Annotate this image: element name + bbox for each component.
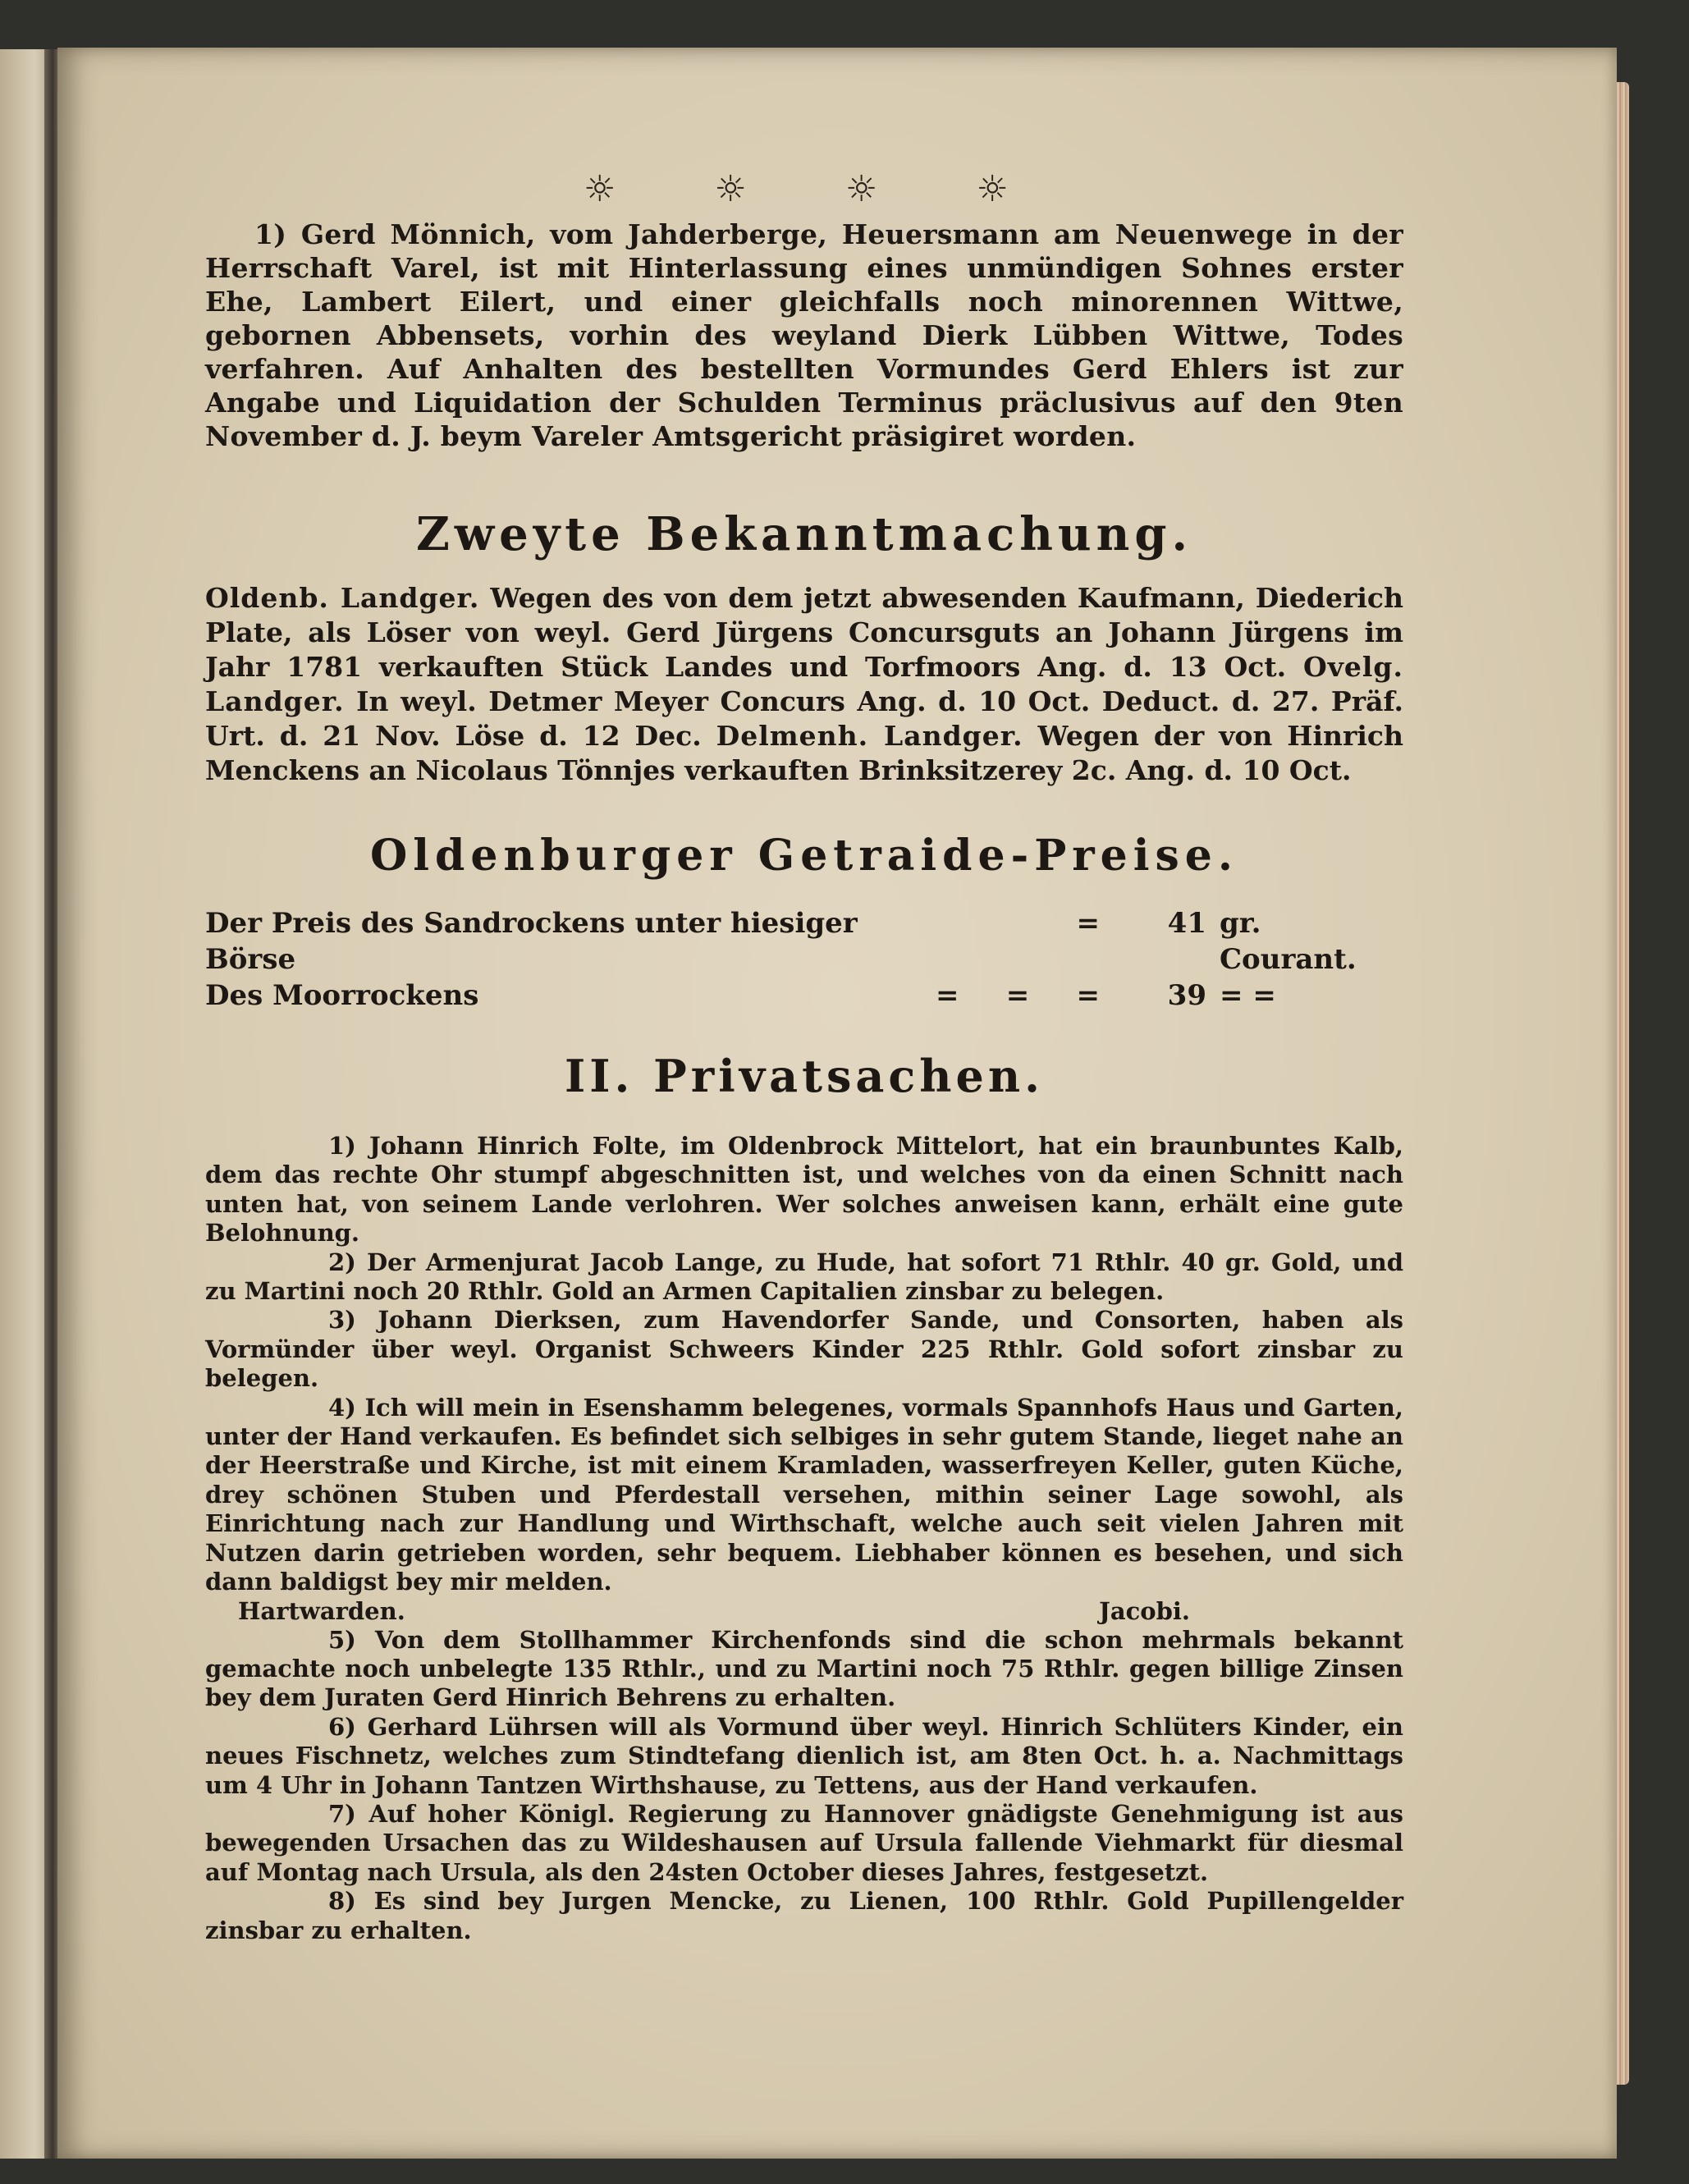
sun-ornament-icon: ☼ <box>714 168 747 210</box>
price-unit: gr. Courant. <box>1220 907 1357 976</box>
ornament-row <box>189 168 1403 209</box>
court-text: Wegen des von dem jetzt abwesenden Kaufmann, Diederich Plate, als Löser von weyl. Gerd Jürgens Concursguts an Johann Jürgens im Jahr 1781 verkauften Stück Landes und Torfmoors Ang. d. 13 Oct. <box>205 582 1403 683</box>
list-item: 7) Auf hoher Königl. Regierung zu Hannover gnädigste Genehmigung ist aus bewegenden Ursachen das zu Wildeshausen auf Ursula fallende Viehmarkt für diesmal auf Montag nach Ursula, als den 24sten October dieses Jahres, festgesetzt. <box>205 1799 1403 1886</box>
sun-ornament-icon: ☼ <box>976 168 1009 210</box>
price-unit: = = <box>1220 979 1276 1012</box>
price-row <box>205 905 1403 978</box>
list-item: 2) Der Armenjurat Jacob Lange, zu Hude, hat sofort 71 Rthlr. 40 gr. Gold, und zu Martini noch 20 Rthlr. Gold an Armen Capitalien zinsbar zu belegen. <box>205 1248 1403 1306</box>
court-label: Ovelg. Landger. <box>205 651 1403 717</box>
price-label: Der Preis des Sandrockens unter hiesiger Börse <box>205 907 858 976</box>
signature-name: Jacobi. <box>1099 1596 1190 1625</box>
second-notice-text <box>205 581 1403 788</box>
sun-ornament-icon: ☼ <box>845 168 878 210</box>
section-heading-second-notice: Zweyte Bekanntmachung. <box>415 507 1193 561</box>
notice-paragraph: 1) Gerd Mönnich, vom Jahderberge, Heuersmann am Neuenwege in der Herrschaft Varel, ist mit Hinterlassung eines unmündigen Sohnes erster Ehe, Lambert Eilert, und einer gleichfalls noch minorennen Wittwe, gebornen Abbensets, vorhin des weyland Dierk Lübben Wittwe, Todes verfahren. Auf Anhalten des bestellten Vormundes Gerd Ehlers ist zur Angabe und Liquidation der Schulden Terminus präclusivus auf den 9ten November d. J. beym Vareler Amtsgericht präsigiret worden. <box>205 218 1403 452</box>
court-text: In weyl. Detmer Meyer Concurs Ang. d. 10 Oct. Deduct. d. 27. Präf. Urt. d. 21 Nov. Löse d. 12 Dec. <box>205 685 1403 752</box>
page-content <box>205 168 1403 1945</box>
private-notices <box>205 1132 1403 1945</box>
list-item: 5) Von dem Stollhammer Kirchenfonds sind die schon mehrmals bekannt gemachte noch unbelegte 135 Rthlr., und zu Martini noch 75 Rthlr. gegen billige Zinsen bey dem Juraten Gerd Hinrich Behrens zu erhalten. <box>205 1625 1403 1712</box>
court-label: Oldenb. Landger. <box>205 582 480 614</box>
court-label: Delmenh. Landger. <box>716 720 1023 752</box>
price-value: 39 <box>1167 979 1206 1012</box>
ditto-marks: = <box>1076 907 1100 940</box>
signature-line <box>205 1597 1403 1626</box>
price-label: Des Moorrockens <box>205 979 479 1012</box>
list-item: 8) Es sind bey Jurgen Mencke, zu Lienen, 100 Rthlr. Gold Pupillengelder zinsbar zu erhalten. <box>205 1887 1403 1944</box>
list-item: 1) Johann Hinrich Folte, im Oldenbrock Mittelort, hat ein braunbuntes Kalb, dem das rechte Ohr stumpf abgeschnitten ist, und welches von da einen Schnitt nach unten hat, von seinem Lande verlohren. Wer solches anweisen kann, erhält eine gute Belohnung. <box>205 1132 1403 1248</box>
court-text: Wegen der von Hinrich Menckens an Nicolaus Tönnjes verkauften Brinksitzerey 2c. Ang. d. 10 Oct. <box>205 720 1403 786</box>
price-row <box>205 978 1403 1014</box>
sun-ornament-icon: ☼ <box>584 168 616 210</box>
signature-place: Hartwarden. <box>238 1596 405 1625</box>
list-item: 3) Johann Dierksen, zum Havendorfer Sande, und Consorten, haben als Vormünder über weyl. Organist Schweers Kinder 225 Rthlr. Gold sofort zinsbar zu belegen. <box>205 1306 1403 1393</box>
price-value: 41 <box>1167 907 1206 940</box>
section-heading-private-matters: II. Privatsachen. <box>565 1050 1044 1102</box>
ditto-marks: = = = <box>936 979 1100 1012</box>
list-item: 4) Ich will mein in Esenshamm belegenes, vormals Spannhofs Haus und Garten, unter der Hand verkaufen. Es befindet sich selbiges in sehr gutem Stande, lieget nahe an der Heerstraße und Kirche, ist mit einem Kramladen, wasserfreyen Keller, guten Küche, drey schönen Stuben und Pferdestall versehen, mithin seiner Lage sowohl, als Einrichtung nach zur Handlung und Wirthschaft, welche auch seit vielen Jahren mit Nutzen darin getrieben worden, sehr bequem. Liebhaber können es besehen, und sich dann baldigst bey mir melden. <box>205 1393 1403 1596</box>
section-heading-grain-prices: Oldenburger Getraide-Preise. <box>370 831 1238 881</box>
list-item: 6) Gerhard Lührsen will als Vormund über weyl. Hinrich Schlüters Kinder, ein neues Fischnetz, welches zum Stindtefang dienlich ist, am 8ten Oct. h. a. Nachmittags um 4 Uhr in Johann Tantzen Wirthshause, zu Tettens, aus der Hand verkaufen. <box>205 1712 1403 1799</box>
